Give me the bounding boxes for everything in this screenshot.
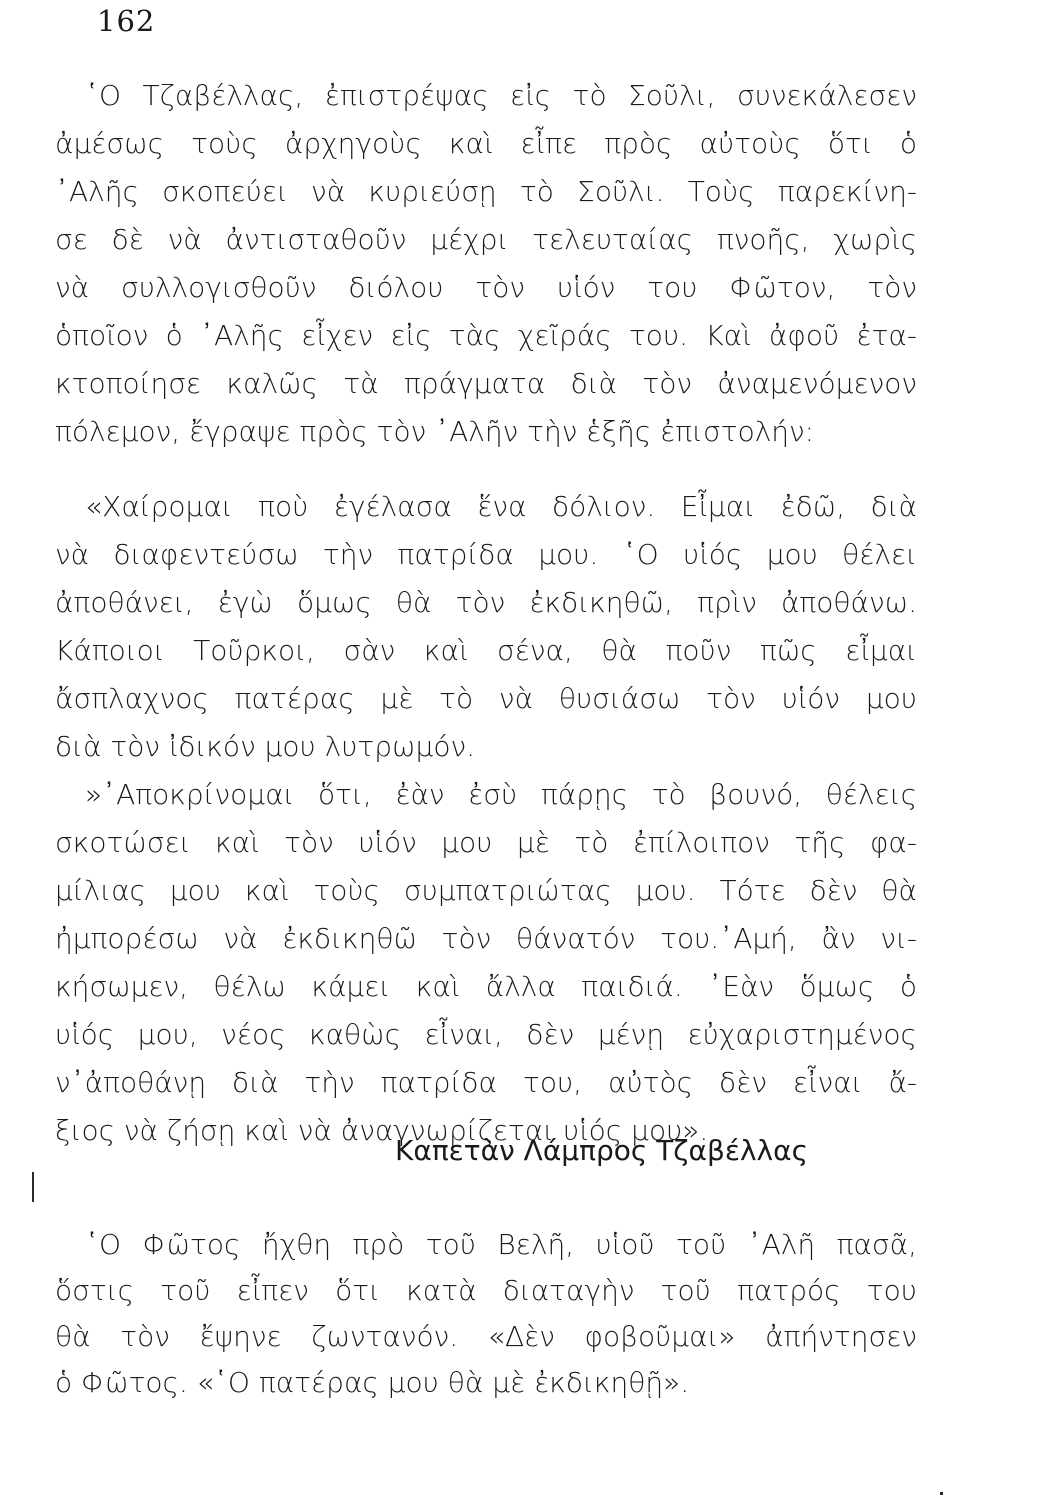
text-line: νὰ συλλογισθοῦν διόλου τὸν υἱόν του Φῶτον, τὸν [55,271,917,304]
text-line: ἀποθάνει, ἐγὼ ὅμως θὰ τὸν ἐκδικηθῶ, πρὶν ἀποθάνω. [55,586,917,619]
text-line: ῾Ο Φῶτος ἤχθη πρὸ τοῦ Βελῆ, υἱοῦ τοῦ ᾿Αλῆ πασᾶ, [85,1228,917,1261]
text-line: »᾿Αποκρίνομαι ὅτι, ἐὰν ἐσὺ πάρῃς τὸ βουνό, θέλεις [85,778,917,811]
text-line: κτοποίησε καλῶς τὰ πράγματα διὰ τὸν ἀναμενόμενον [55,367,917,400]
text-line: ὁποῖον ὁ ᾿Αλῆς εἶχεν εἰς τὰς χεῖράς του. Καὶ ἀφοῦ ἐτα- [55,319,917,352]
text-line: πόλεμον, ἔγραψε πρὸς τὸν ᾿Αλῆν τὴν ἑξῆς ἐπιστολήν: [55,415,815,448]
text-line: κήσωμεν, θέλω κάμει καὶ ἄλλα παιδιά. ᾿Εὰν ὅμως ὁ [55,970,917,1003]
text-line: ἠμπορέσω νὰ ἐκδικηθῶ τὸν θάνατόν του.᾿Αμή, ἂν νι- [55,922,917,955]
signature-line: Καπετὰν Λάμπρος Τζαβέλλας [395,1134,809,1167]
text-line: ἄσπλαχνος πατέρας μὲ τὸ νὰ θυσιάσω τὸν υἱόν μου [55,682,917,715]
text-line: ὁ Φῶτος. «῾Ο πατέρας μου θὰ μὲ ἐκδικηθῇ». [55,1366,690,1399]
text-line: «Χαίρομαι ποὺ ἐγέλασα ἕνα δόλιον. Εἶμαι ἐδῶ, διὰ [85,490,917,523]
text-line: ν᾿ἀποθάνῃ διὰ τὴν πατρίδα του, αὐτὸς δὲν εἶναι ἄ- [55,1066,917,1099]
text-line: νὰ διαφεντεύσω τὴν πατρίδα μου. ῾Ο υἱός μου θέλει [55,538,917,571]
scan-speck [940,1492,943,1495]
text-line: ᾿Αλῆς σκοπεύει νὰ κυριεύσῃ τὸ Σοῦλι. Τοὺς παρεκίνη- [55,175,917,208]
text-line: διὰ τὸν ἰδικόν μου λυτρωμόν. [55,730,475,763]
scan-mark [32,1172,34,1202]
text-line: ῾Ο Τζαβέλλας, ἐπιστρέψας εἰς τὸ Σοῦλι, συνεκάλεσεν [85,79,917,112]
text-line: σε δὲ νὰ ἀντισταθοῦν μέχρι τελευταίας πνοῆς, χωρὶς [55,223,917,256]
text-line: θὰ τὸν ἔψηνε ζωντανόν. «Δὲν φοβοῦμαι» ἀπήντησεν [55,1320,917,1353]
page-number: 162 [97,4,156,38]
text-line: μίλιας μου καὶ τοὺς συμπατριώτας μου. Τότε δὲν θὰ [55,874,917,907]
text-line: ἀμέσως τοὺς ἀρχηγοὺς καὶ εἶπε πρὸς αὐτοὺς ὅτι ὁ [55,127,917,160]
text-line: Κάποιοι Τοῦρκοι, σὰν καὶ σένα, θὰ ποῦν πῶς εἶμαι [55,634,917,667]
text-line: ξιος νὰ ζήσῃ καὶ νὰ ἀναγνωρίζεται υἱός μου». [55,1114,709,1147]
text-line: υἱός μου, νέος καθὼς εἶναι, δὲν μένῃ εὐχαριστημένος [55,1018,917,1051]
text-line: ὅστις τοῦ εἶπεν ὅτι κατὰ διαταγὴν τοῦ πατρός του [55,1274,917,1307]
text-line: σκοτώσει καὶ τὸν υἱόν μου μὲ τὸ ἐπίλοιπον τῆς φα- [55,826,917,859]
